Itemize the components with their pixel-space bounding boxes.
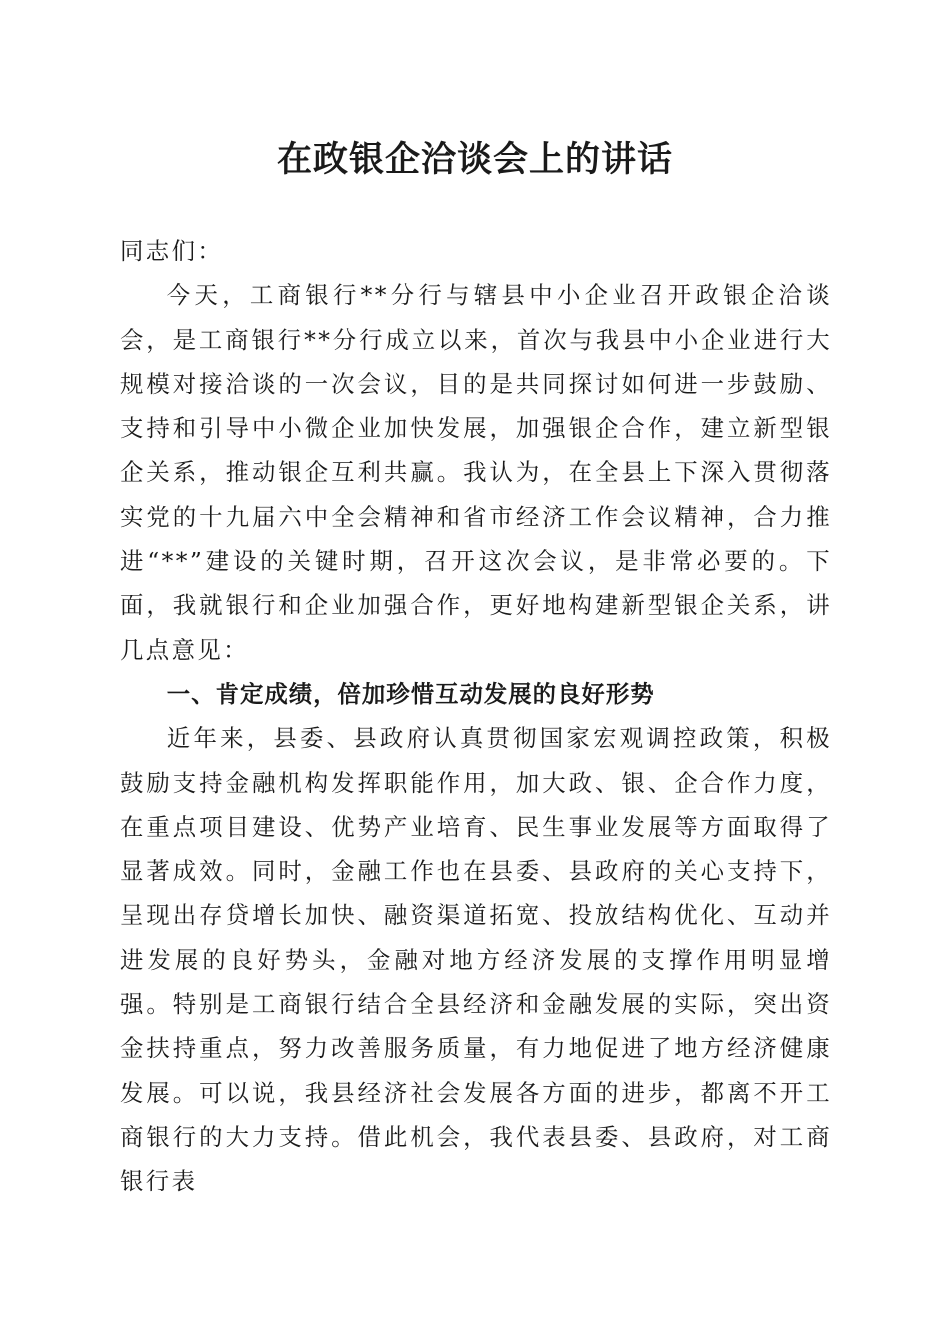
- paragraph: 近年来，县委、县政府认真贯彻国家宏观调控政策，积极鼓励支持金融机构发挥职能作用，加大政、银、企合作力度，在重点项目建设、优势产业培育、民生事业发展等方面取得了显著成效。同时，金融工作也在县委、县政府的关心支持下，呈现出存贷增长加快、融资渠道拓宽、投放结构优化、互动并进发展的良好势头，金融对地方经济发展的支撑作用明显增强。特别是工商银行结合全县经济和金融发展的实际，突出资金扶持重点，努力改善服务质量，有力地促进了地方经济健康发展。可以说，我县经济社会发展各方面的进步，都离不开工商银行的大力支持。借此机会，我代表县委、县政府，对工商银行表: [120, 724, 832, 1196]
- greeting: 同志们：: [120, 237, 224, 265]
- document-title: 在政银企洽谈会上的讲话: [276, 139, 673, 180]
- document-body: [120, 229, 832, 1204]
- paragraph: 今天，工商银行**分行与辖县中小企业召开政银企洽谈会，是工商银行**分行成立以来，首次与我县中小企业进行大规模对接洽谈的一次会议，目的是共同探讨如何进一步鼓励、支持和引导中小微企业加快发展，加强银企合作，建立新型银企关系，推动银企互利共赢。我认为，在全县上下深入贯彻落实党的十九届六中全会精神和省市经济工作会议精神，合力推进“**”建设的关键时期，召开这次会议，是非常必要的。下面，我就银行和企业加强合作，更好地构建新型银企关系，讲几点意见：: [120, 281, 832, 664]
- section-heading: 一、肯定成绩，倍加珍惜互动发展的良好形势: [166, 679, 655, 708]
